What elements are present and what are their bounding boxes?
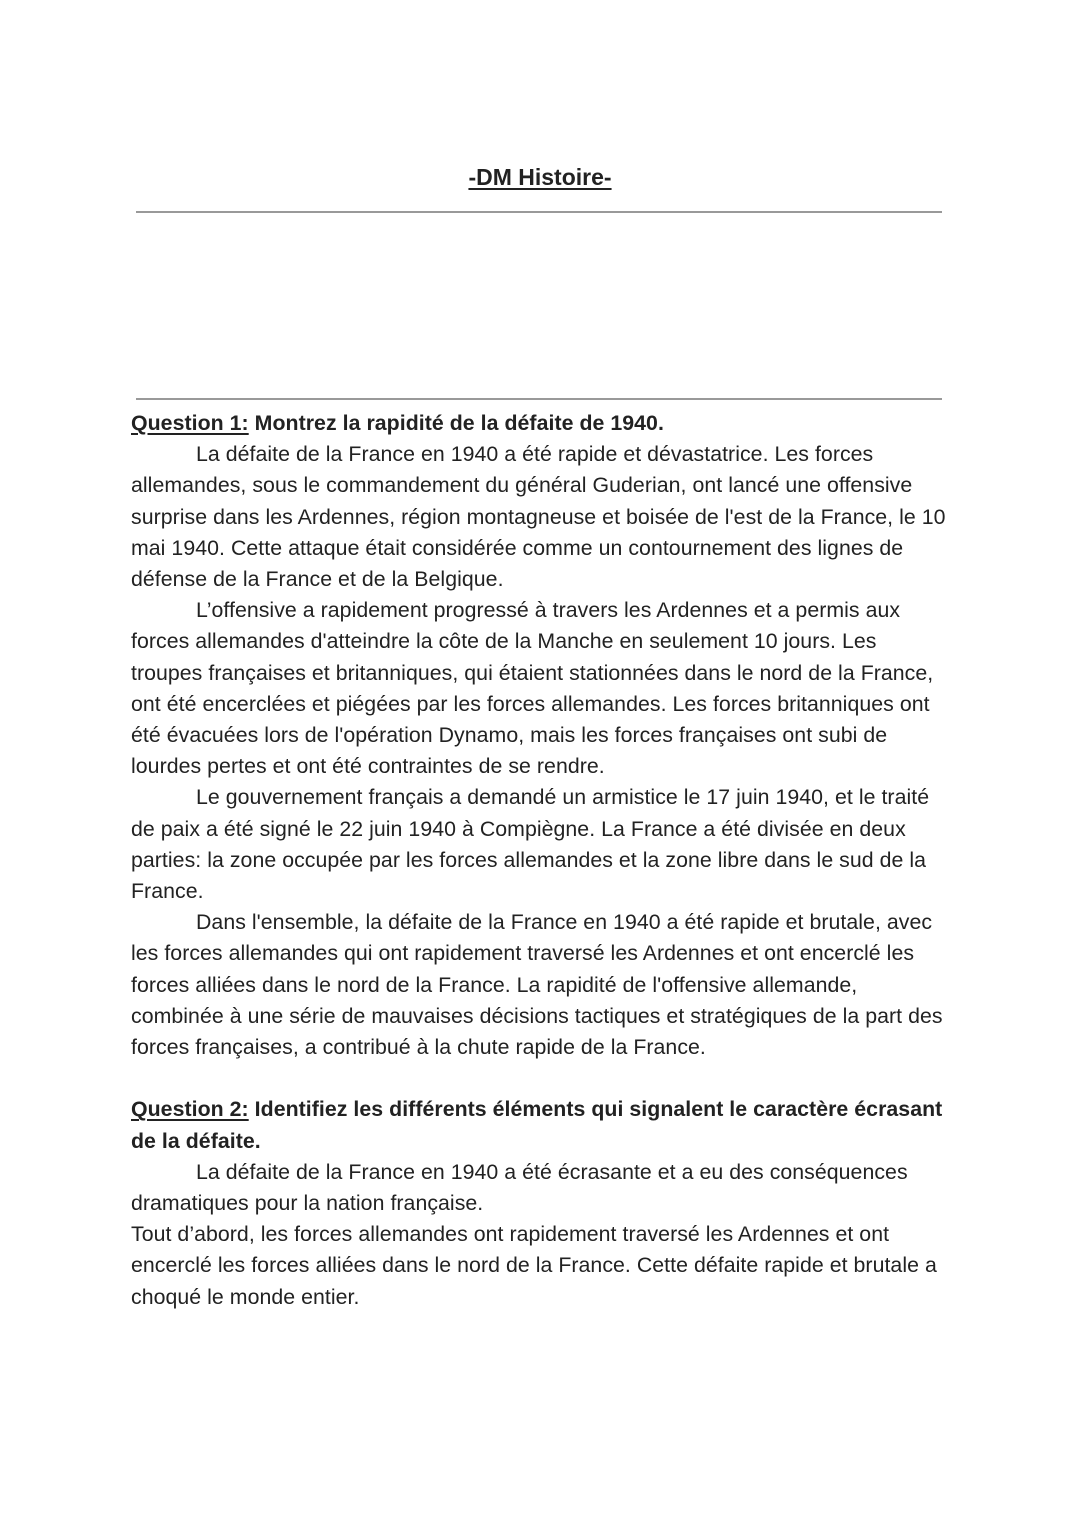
question-1-paragraph-1: La défaite de la France en 1940 a été rapide et dévastatrice. Les forces allemandes, sous le commandement du général Guderian, ont lancé une offensive surprise dans les Ardennes, région montagneuse et boisée de l'est de la France, le 10 mai 1940. Cette attaque était considérée comme un contournement des lignes de défense de la France et de la Belgique.	[131, 442, 946, 592]
header-rule-bottom	[136, 398, 942, 400]
question-1-label: Question 1:	[131, 411, 249, 435]
section-spacer	[131, 1063, 951, 1094]
question-2-heading	[131, 1094, 951, 1156]
document-body	[131, 408, 951, 1313]
document-title: -DM Histoire-	[468, 164, 612, 190]
question-1-heading	[131, 408, 951, 439]
question-1-section	[131, 408, 951, 1063]
question-1-paragraph-4: Dans l'ensemble, la défaite de la France en 1940 a été rapide et brutale, avec les forces allemandes qui ont rapidement traversé les Ardennes et ont encerclé les forces alliées dans le nord de la France. La rapidité de l'offensive allemande, combinée à une série de mauvaises décisions tactiques et stratégiques de la part des forces françaises, a contribué à la chute rapide de la France.	[131, 910, 943, 1060]
question-2-label: Question 2:	[131, 1097, 249, 1122]
question-2-paragraph-1: La défaite de la France en 1940 a été écrasante et a eu des conséquences dramatiques pour la nation française.	[131, 1159, 908, 1216]
header-rule-top	[136, 211, 942, 213]
question-2-section	[131, 1094, 951, 1312]
question-2-text: Identifiez les différents éléments qui signalent le caractère écrasant de la défaite.	[131, 1097, 943, 1153]
question-1-paragraph-3: Le gouvernement français a demandé un armistice le 17 juin 1940, et le traité de paix a été signé le 22 juin 1940 à Compiègne. La France a été divisée en deux parties: la zone occupée par les forces allemandes et la zone libre dans le sud de la France.	[131, 785, 930, 904]
question-1-paragraph-2: L’offensive a rapidement progressé à travers les Ardennes et a permis aux forces allemandes d'atteindre la côte de la Manche en seulement 10 jours. Les troupes françaises et britanniques, qui étaient stationnées dans le nord de la France, ont été encerclées et piégées par les forces allemandes. Les forces britanniques ont été évacuées lors de l'opération Dynamo, mais les forces françaises ont subi de lourdes pertes et ont été contraintes de se rendre.	[131, 598, 934, 779]
question-2-paragraph-2: Tout d’abord, les forces allemandes ont rapidement traversé les Ardennes et ont encerclé les forces alliées dans le nord de la France. Cette défaite rapide et brutale a choqué le monde entier.	[131, 1222, 937, 1309]
question-1-text: Montrez la rapidité de la défaite de 1940.	[254, 411, 664, 435]
